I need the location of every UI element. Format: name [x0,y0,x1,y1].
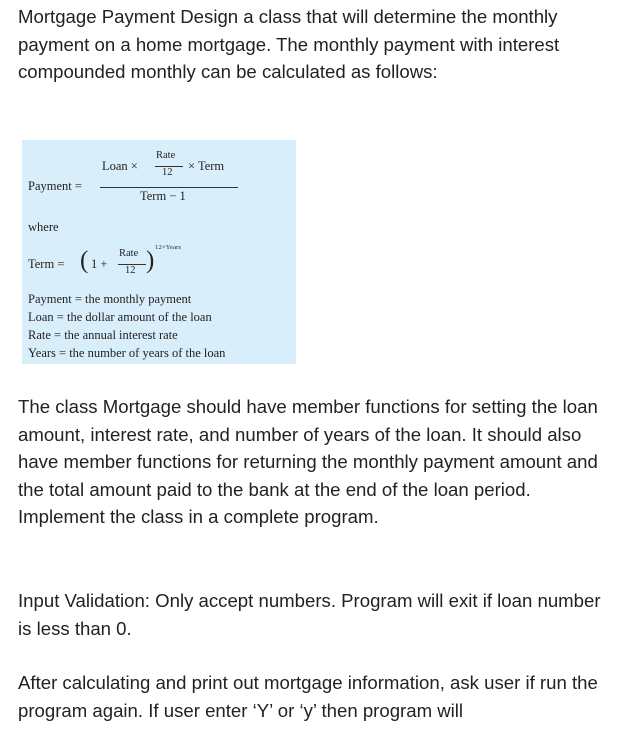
definition-payment: Payment = the monthly payment [28,292,192,306]
intro-paragraph: Mortgage Payment Design a class that will determine the monthly payment on a home mortgage. The monthly payment with interest compounded monthly can be calculated as follows: [18,6,560,82]
term-minus-one: Term − 1 [140,189,186,203]
term-twelve-denominator: 12 [125,265,136,276]
definition-rate: Rate = the annual interest rate [28,328,178,342]
exponent: 12×Years [155,244,182,251]
close-parenthesis: ) [146,247,155,274]
definition-years: Years = the number of years of the loan [28,346,226,360]
definition-loan: Loan = the dollar amount of the loan [28,310,212,324]
open-parenthesis: ( [80,247,89,274]
rate-numerator: Rate [156,150,176,161]
mortgage-formula-box [22,140,296,364]
requirements-paragraph: The class Mortgage should have member functions for setting the loan amount, interest rate, and number of years of the loan. It should also have member functions for returning the monthly payment amount and the total amount paid to the bank at the end of the loan period. Implement the class in a complete program. [18,396,598,527]
term-rate-numerator: Rate [119,248,139,259]
term-label: Term = [28,257,65,271]
payment-fraction-bar [100,187,238,188]
loan-times: Loan × [102,159,138,173]
twelve-denominator: 12 [162,167,173,178]
input-validation-paragraph: Input Validation: Only accept numbers. Program will exit if loan number is less than 0. [18,590,601,639]
times-term: × Term [188,159,225,173]
where-label: where [28,220,59,234]
one-plus: 1 + [91,257,108,271]
repeat-program-paragraph: After calculating and print out mortgage information, ask user if run the program again. If user enter ‘Y’ or ‘y’ then program will [18,672,598,721]
payment-label: Payment = [28,179,82,193]
